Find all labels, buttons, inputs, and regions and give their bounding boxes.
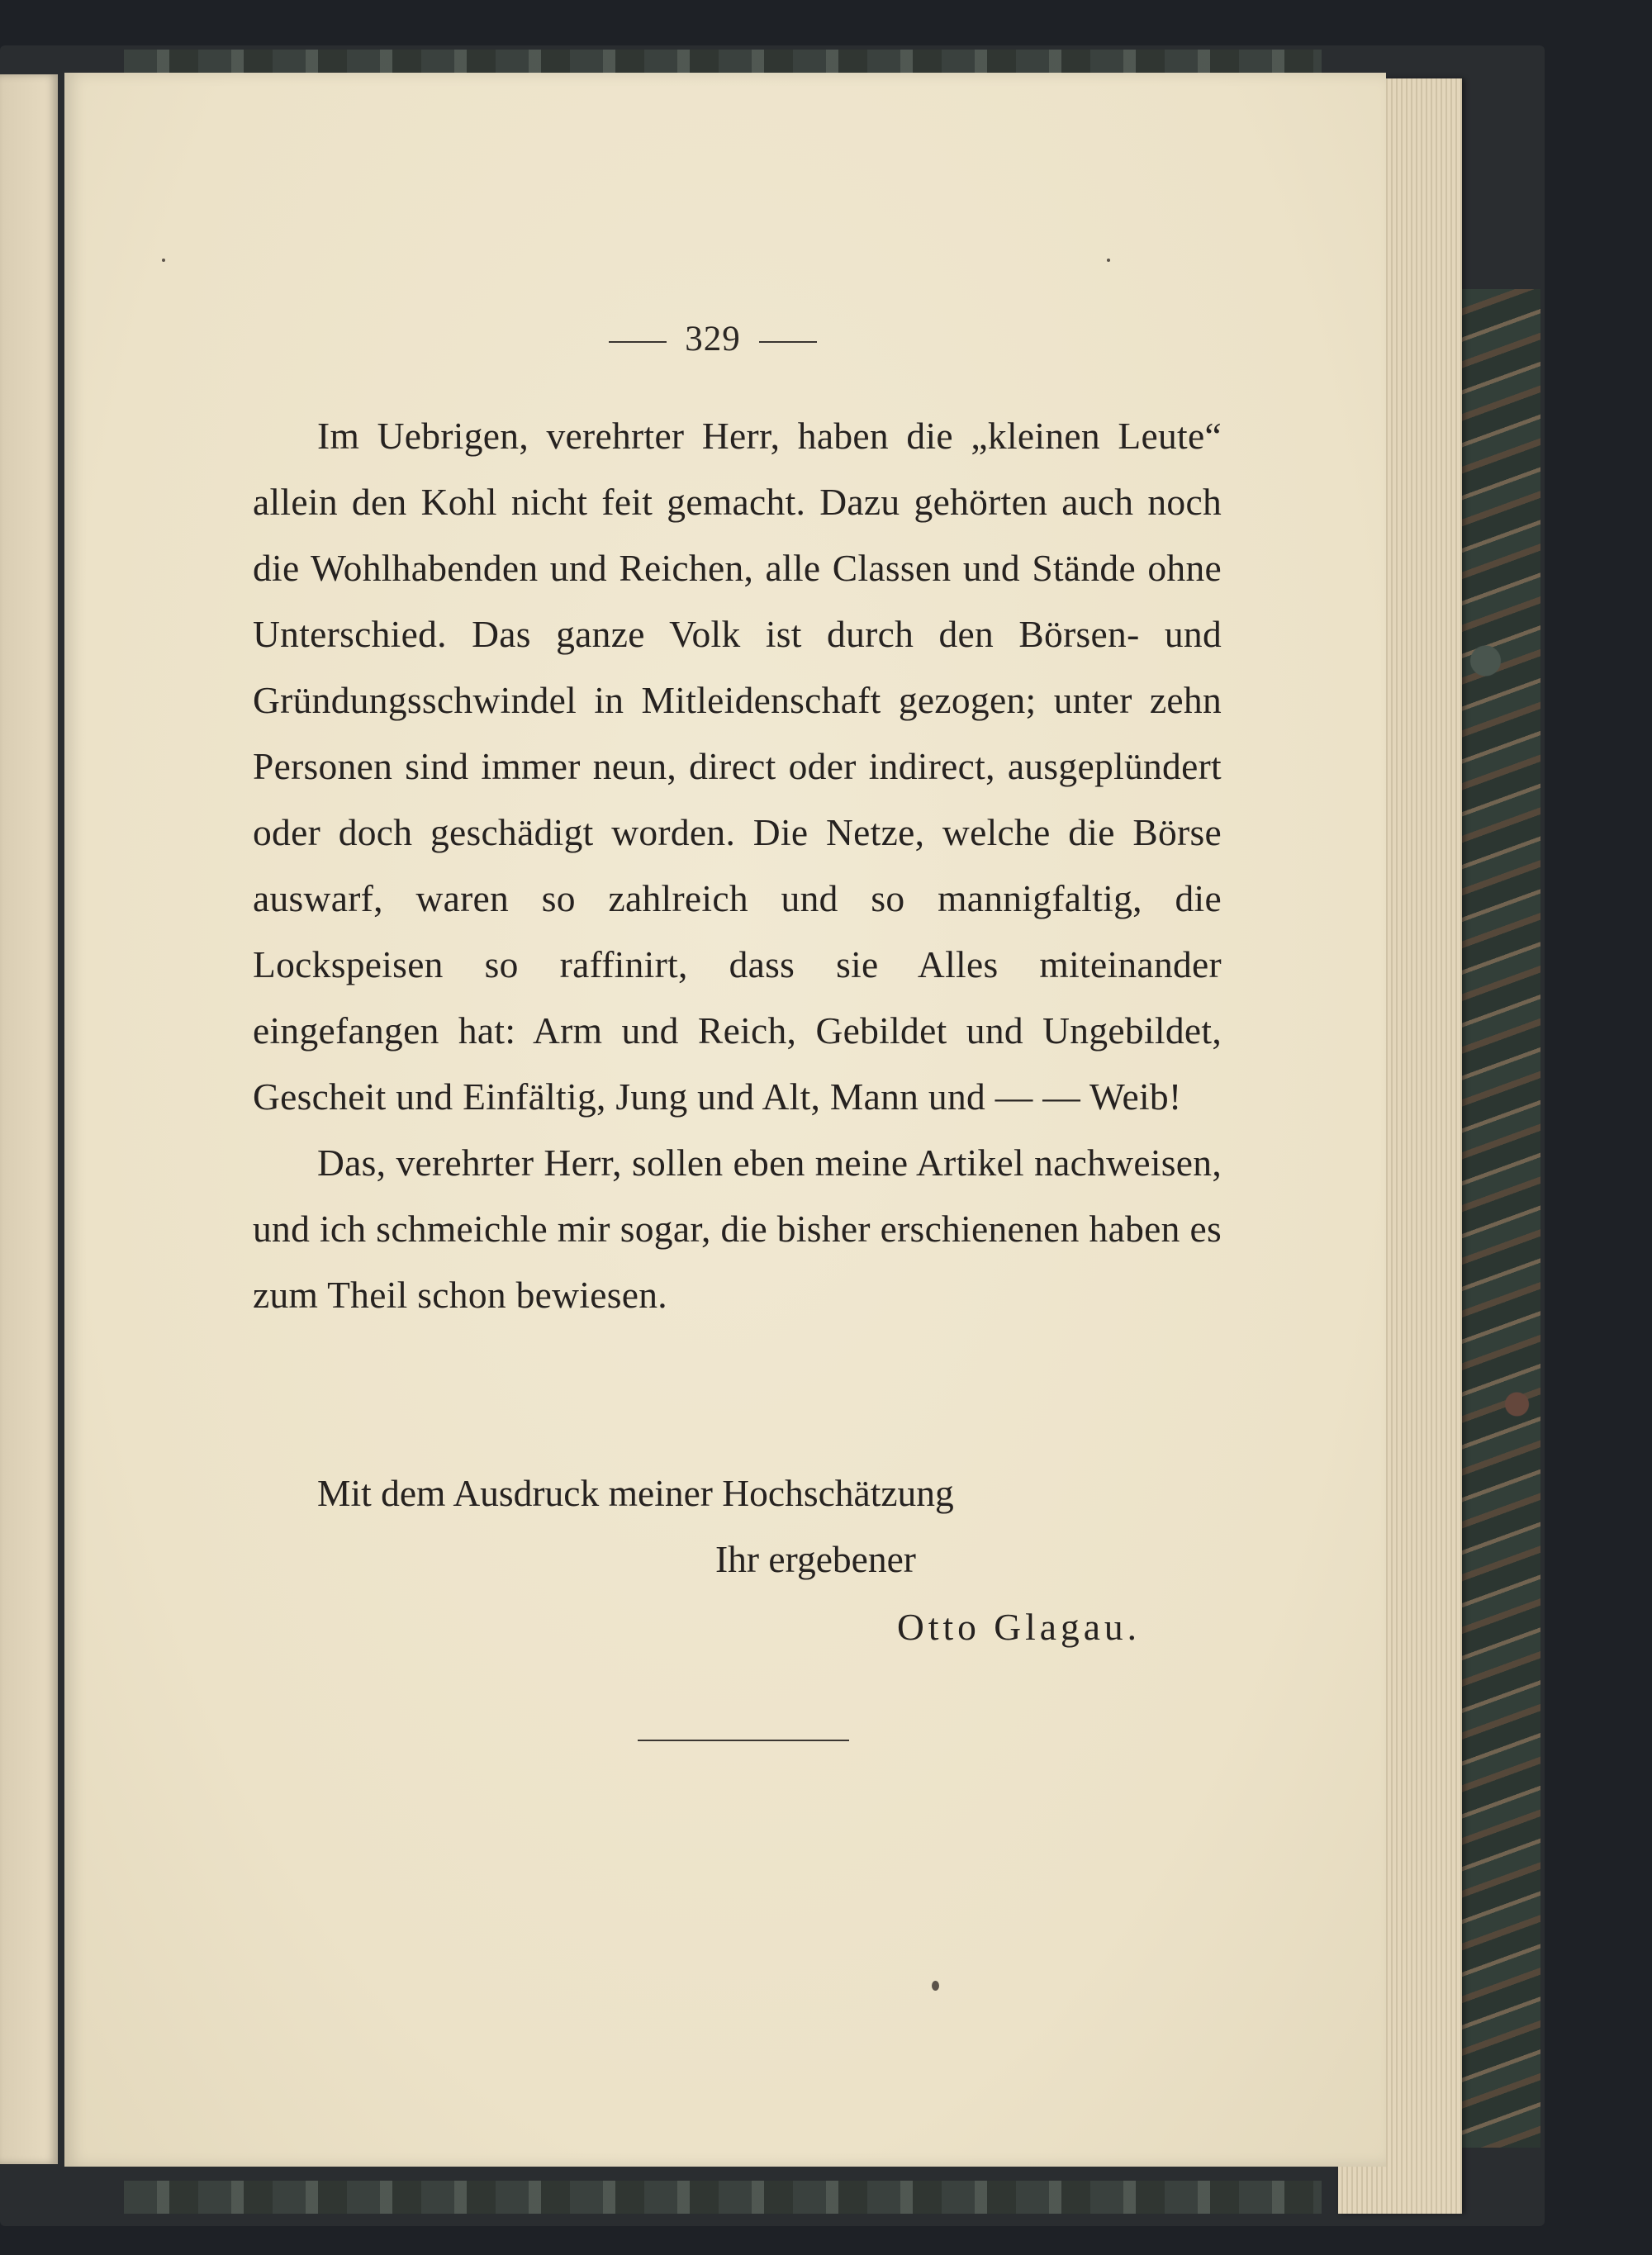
header-dash-left <box>609 341 667 343</box>
paper-speck <box>1107 259 1110 262</box>
paragraph-2: Das, verehrter Herr, sollen eben meine Artikel nachweisen, und ich schmeichle mir sogar, die bisher erschienenen haben es zum Theil schon bewiesen. <box>253 1142 1222 1316</box>
signature: Otto Glagau. <box>897 1606 1142 1648</box>
regards-line: Ihr ergebener <box>715 1538 916 1580</box>
header-dash-right <box>759 341 817 343</box>
bottom-binding-edge <box>124 2181 1322 2214</box>
book-page <box>64 73 1386 2167</box>
closing-line: Mit dem Ausdruck meiner Hochschätzung <box>317 1472 954 1514</box>
end-rule <box>638 1740 849 1741</box>
body-text <box>253 403 1222 1328</box>
paragraph-1: Im Uebrigen, verehrter Herr, haben die „kleinen Leute“ allein den Kohl nicht feit gemacht. Dazu gehörten auch noch die Wohlhabenden und Reichen, alle Classen und Stände ohne Unterschied. Das ganze Volk ist durch den Börsen- und Gründungsschwindel in Mitleidenschaft gezogen; unter zehn Personen sind immer neun, direct oder indirect, ausgeplündert oder doch geschädigt worden. Die Netze, welche die Börse auswarf, waren so zahlreich und so mannigfaltig, die Lockspeisen so raffinirt, dass sie Alles miteinander eingefangen hat: Arm und Reich, Gebildet und Ungebildet, Gescheit und Einfältig, Jung und Alt, Mann und — — Weib! <box>253 415 1222 1118</box>
paper-speck <box>162 259 165 262</box>
left-page-edge <box>0 74 58 2164</box>
paper-speck <box>932 1981 939 1991</box>
top-binding-edge <box>124 50 1322 74</box>
page-number-header <box>64 319 1361 359</box>
marbled-board <box>1462 289 1540 2148</box>
page-number: 329 <box>685 320 741 358</box>
